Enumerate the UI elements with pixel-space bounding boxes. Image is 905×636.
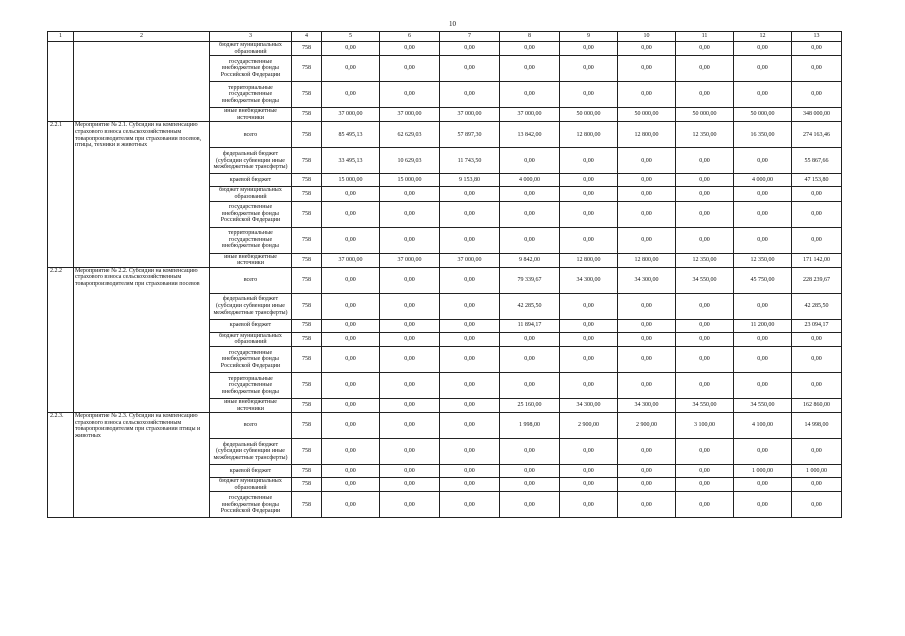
- amount-cell: 0,00: [676, 56, 734, 82]
- amount-cell: 0,00: [676, 332, 734, 346]
- amount-cell: 0,00: [618, 174, 676, 187]
- amount-cell: 0,00: [322, 56, 380, 82]
- amount-cell: 0,00: [440, 439, 500, 465]
- amount-cell: 1 998,00: [500, 413, 560, 439]
- amount-cell: 0,00: [322, 439, 380, 465]
- amount-cell: 0,00: [560, 465, 618, 478]
- funding-source: территориальные государственные внебюджетные фонды: [210, 227, 292, 253]
- amount-cell: 37 000,00: [500, 108, 560, 122]
- amount-cell: 0,00: [792, 227, 842, 253]
- amount-cell: 0,00: [380, 439, 440, 465]
- amount-cell: 0,00: [734, 478, 792, 492]
- amount-cell: 0,00: [440, 372, 500, 398]
- funding-source: территориальные государственные внебюджетные фонды: [210, 82, 292, 108]
- column-number: 12: [734, 32, 792, 42]
- amount-cell: 0,00: [676, 319, 734, 332]
- amount-cell: 0,00: [500, 227, 560, 253]
- amount-cell: 0,00: [676, 82, 734, 108]
- funding-source: краевой бюджет: [210, 174, 292, 187]
- amount-cell: 12 350,00: [676, 122, 734, 148]
- funding-source: федеральный бюджет (субсидии субвенции иные межбюджетные трансферты): [210, 293, 292, 319]
- amount-cell: 0,00: [322, 42, 380, 56]
- amount-cell: 0,00: [500, 439, 560, 465]
- amount-cell: 0,00: [734, 201, 792, 227]
- amount-cell: 0,00: [440, 346, 500, 372]
- amount-cell: 11 743,50: [440, 148, 500, 174]
- amount-cell: 0,00: [322, 413, 380, 439]
- column-number: 5: [322, 32, 380, 42]
- amount-cell: 12 800,00: [618, 122, 676, 148]
- amount-cell: 50 000,00: [734, 108, 792, 122]
- amount-cell: 0,00: [560, 82, 618, 108]
- amount-cell: 0,00: [676, 465, 734, 478]
- amount-cell: 0,00: [440, 187, 500, 201]
- amount-cell: 11 200,00: [734, 319, 792, 332]
- amount-cell: 0,00: [440, 267, 500, 293]
- amount-cell: 0,00: [560, 319, 618, 332]
- funding-source: иные внебюджетные источники: [210, 108, 292, 122]
- amount-cell: 348 000,00: [792, 108, 842, 122]
- amount-cell: 0,00: [618, 293, 676, 319]
- budget-code: 758: [292, 108, 322, 122]
- funding-source: федеральный бюджет (субсидии субвенции иные межбюджетные трансферты): [210, 148, 292, 174]
- amount-cell: 37 000,00: [322, 253, 380, 267]
- measure-title: [74, 42, 210, 122]
- amount-cell: 0,00: [322, 187, 380, 201]
- measure-number: 2.2.1: [48, 122, 74, 267]
- measure-number: 2.2.3.: [48, 413, 74, 518]
- budget-code: 758: [292, 174, 322, 187]
- budget-code: 758: [292, 492, 322, 518]
- funding-source: бюджет муниципальных образований: [210, 332, 292, 346]
- amount-cell: 0,00: [618, 42, 676, 56]
- funding-source: государственные внебюджетные фонды Российской Федерации: [210, 56, 292, 82]
- amount-cell: 55 867,66: [792, 148, 842, 174]
- column-number: 2: [74, 32, 210, 42]
- amount-cell: 0,00: [676, 174, 734, 187]
- amount-cell: 0,00: [380, 201, 440, 227]
- amount-cell: 0,00: [618, 332, 676, 346]
- amount-cell: 0,00: [380, 332, 440, 346]
- amount-cell: 50 000,00: [618, 108, 676, 122]
- amount-cell: 0,00: [618, 82, 676, 108]
- amount-cell: 0,00: [560, 42, 618, 56]
- amount-cell: 0,00: [792, 492, 842, 518]
- amount-cell: 0,00: [734, 293, 792, 319]
- amount-cell: 16 350,00: [734, 122, 792, 148]
- amount-cell: 0,00: [676, 201, 734, 227]
- budget-code: 758: [292, 332, 322, 346]
- budget-code: 758: [292, 398, 322, 412]
- funding-source: иные внебюджетные источники: [210, 253, 292, 267]
- funding-source: всего: [210, 267, 292, 293]
- budget-code: 758: [292, 42, 322, 56]
- amount-cell: 2 900,00: [618, 413, 676, 439]
- column-number: 4: [292, 32, 322, 42]
- amount-cell: 37 000,00: [380, 253, 440, 267]
- amount-cell: 0,00: [560, 174, 618, 187]
- amount-cell: 0,00: [792, 478, 842, 492]
- amount-cell: 9 842,00: [500, 253, 560, 267]
- budget-code: 758: [292, 56, 322, 82]
- budget-code: 758: [292, 187, 322, 201]
- amount-cell: 0,00: [380, 372, 440, 398]
- amount-cell: 0,00: [618, 478, 676, 492]
- amount-cell: 2 900,00: [560, 413, 618, 439]
- amount-cell: 0,00: [380, 42, 440, 56]
- amount-cell: 0,00: [380, 187, 440, 201]
- amount-cell: 0,00: [500, 187, 560, 201]
- amount-cell: 57 897,30: [440, 122, 500, 148]
- funding-source: иные внебюджетные источники: [210, 398, 292, 412]
- amount-cell: 0,00: [440, 319, 500, 332]
- amount-cell: 4 100,00: [734, 413, 792, 439]
- amount-cell: 0,00: [560, 346, 618, 372]
- budget-table: [47, 31, 842, 518]
- funding-source: краевой бюджет: [210, 465, 292, 478]
- column-number: 8: [500, 32, 560, 42]
- amount-cell: 12 800,00: [618, 253, 676, 267]
- amount-cell: 0,00: [676, 148, 734, 174]
- amount-cell: 12 800,00: [560, 122, 618, 148]
- amount-cell: 0,00: [618, 56, 676, 82]
- column-number: 11: [676, 32, 734, 42]
- amount-cell: 33 495,13: [322, 148, 380, 174]
- amount-cell: 0,00: [500, 465, 560, 478]
- amount-cell: 85 495,13: [322, 122, 380, 148]
- amount-cell: 0,00: [560, 227, 618, 253]
- amount-cell: 0,00: [618, 439, 676, 465]
- amount-cell: 0,00: [676, 42, 734, 56]
- amount-cell: 13 842,00: [500, 122, 560, 148]
- measure-title: Мероприятие № 2.2. Субсидии на компенсацию страхового взноса сельскохозяйственным товаропроизводителям при страховании посевов: [74, 267, 210, 412]
- amount-cell: 0,00: [380, 346, 440, 372]
- amount-cell: 0,00: [440, 413, 500, 439]
- amount-cell: 0,00: [380, 319, 440, 332]
- column-number: 9: [560, 32, 618, 42]
- amount-cell: 0,00: [618, 346, 676, 372]
- amount-cell: 42 285,50: [792, 293, 842, 319]
- amount-cell: 37 000,00: [380, 108, 440, 122]
- amount-cell: 0,00: [560, 148, 618, 174]
- amount-cell: 0,00: [440, 492, 500, 518]
- amount-cell: 0,00: [676, 492, 734, 518]
- amount-cell: 0,00: [734, 492, 792, 518]
- amount-cell: 34 550,00: [676, 267, 734, 293]
- amount-cell: 0,00: [380, 492, 440, 518]
- amount-cell: 11 894,17: [500, 319, 560, 332]
- budget-code: 758: [292, 293, 322, 319]
- amount-cell: 0,00: [676, 187, 734, 201]
- column-number: 7: [440, 32, 500, 42]
- amount-cell: 0,00: [734, 332, 792, 346]
- amount-cell: 0,00: [440, 201, 500, 227]
- amount-cell: 0,00: [792, 346, 842, 372]
- amount-cell: 0,00: [500, 346, 560, 372]
- amount-cell: 0,00: [734, 372, 792, 398]
- amount-cell: 0,00: [380, 413, 440, 439]
- budget-code: 758: [292, 319, 322, 332]
- amount-cell: 0,00: [500, 478, 560, 492]
- amount-cell: 34 300,00: [560, 398, 618, 412]
- amount-cell: 34 300,00: [618, 267, 676, 293]
- budget-code: 758: [292, 372, 322, 398]
- amount-cell: 0,00: [734, 346, 792, 372]
- amount-cell: 12 350,00: [734, 253, 792, 267]
- column-number-row: [48, 32, 842, 42]
- amount-cell: 0,00: [322, 398, 380, 412]
- amount-cell: 0,00: [618, 227, 676, 253]
- funding-source: всего: [210, 122, 292, 148]
- amount-cell: 0,00: [560, 201, 618, 227]
- funding-source: бюджет муниципальных образований: [210, 187, 292, 201]
- amount-cell: 0,00: [500, 332, 560, 346]
- amount-cell: 0,00: [618, 492, 676, 518]
- funding-source: краевой бюджет: [210, 319, 292, 332]
- amount-cell: 0,00: [440, 332, 500, 346]
- column-number: 10: [618, 32, 676, 42]
- funding-source: территориальные государственные внебюджетные фонды: [210, 372, 292, 398]
- amount-cell: 37 000,00: [440, 253, 500, 267]
- amount-cell: 0,00: [792, 201, 842, 227]
- amount-cell: 1 000,00: [792, 465, 842, 478]
- amount-cell: 0,00: [560, 372, 618, 398]
- amount-cell: 4 000,00: [734, 174, 792, 187]
- table-row: [48, 42, 842, 56]
- amount-cell: 50 000,00: [676, 108, 734, 122]
- amount-cell: 0,00: [792, 42, 842, 56]
- measure-number: 2.2.2: [48, 267, 74, 412]
- amount-cell: 0,00: [734, 56, 792, 82]
- amount-cell: 25 160,00: [500, 398, 560, 412]
- amount-cell: 0,00: [676, 478, 734, 492]
- amount-cell: 0,00: [440, 465, 500, 478]
- amount-cell: 50 000,00: [560, 108, 618, 122]
- table-body: [48, 32, 842, 518]
- budget-code: 758: [292, 201, 322, 227]
- amount-cell: 1 000,00: [734, 465, 792, 478]
- amount-cell: 0,00: [440, 478, 500, 492]
- amount-cell: 162 860,00: [792, 398, 842, 412]
- amount-cell: 0,00: [734, 42, 792, 56]
- funding-source: бюджет муниципальных образований: [210, 42, 292, 56]
- amount-cell: 0,00: [734, 148, 792, 174]
- amount-cell: 171 142,00: [792, 253, 842, 267]
- column-number: 3: [210, 32, 292, 42]
- amount-cell: 0,00: [500, 492, 560, 518]
- budget-code: 758: [292, 478, 322, 492]
- amount-cell: 42 285,50: [500, 293, 560, 319]
- amount-cell: 0,00: [560, 187, 618, 201]
- amount-cell: 0,00: [618, 201, 676, 227]
- amount-cell: 0,00: [440, 42, 500, 56]
- amount-cell: 62 629,03: [380, 122, 440, 148]
- amount-cell: 0,00: [380, 465, 440, 478]
- amount-cell: 0,00: [500, 42, 560, 56]
- budget-code: 758: [292, 346, 322, 372]
- amount-cell: 0,00: [500, 372, 560, 398]
- amount-cell: 0,00: [500, 56, 560, 82]
- amount-cell: 0,00: [676, 227, 734, 253]
- amount-cell: 0,00: [322, 267, 380, 293]
- amount-cell: 0,00: [380, 267, 440, 293]
- amount-cell: 0,00: [734, 82, 792, 108]
- amount-cell: 45 750,00: [734, 267, 792, 293]
- amount-cell: 0,00: [618, 465, 676, 478]
- column-number: 1: [48, 32, 74, 42]
- amount-cell: 0,00: [440, 398, 500, 412]
- amount-cell: 37 000,00: [322, 108, 380, 122]
- amount-cell: 0,00: [380, 398, 440, 412]
- amount-cell: 0,00: [380, 82, 440, 108]
- amount-cell: 0,00: [380, 227, 440, 253]
- amount-cell: 0,00: [500, 201, 560, 227]
- budget-code: 758: [292, 465, 322, 478]
- amount-cell: 0,00: [322, 201, 380, 227]
- amount-cell: 0,00: [322, 319, 380, 332]
- amount-cell: 0,00: [322, 346, 380, 372]
- budget-code: 758: [292, 82, 322, 108]
- amount-cell: 10 629,03: [380, 148, 440, 174]
- budget-code: 758: [292, 413, 322, 439]
- amount-cell: 12 350,00: [676, 253, 734, 267]
- amount-cell: 34 550,00: [734, 398, 792, 412]
- amount-cell: 0,00: [560, 293, 618, 319]
- amount-cell: 0,00: [734, 439, 792, 465]
- amount-cell: 0,00: [792, 332, 842, 346]
- funding-source: государственные внебюджетные фонды Российской Федерации: [210, 492, 292, 518]
- table-row: [48, 122, 842, 148]
- amount-cell: 0,00: [560, 439, 618, 465]
- amount-cell: 0,00: [380, 478, 440, 492]
- amount-cell: 0,00: [322, 465, 380, 478]
- amount-cell: 0,00: [618, 148, 676, 174]
- amount-cell: 0,00: [734, 187, 792, 201]
- measure-number: [48, 42, 74, 122]
- amount-cell: 0,00: [322, 227, 380, 253]
- funding-source: государственные внебюджетные фонды Российской Федерации: [210, 346, 292, 372]
- amount-cell: 0,00: [792, 82, 842, 108]
- amount-cell: 0,00: [560, 478, 618, 492]
- amount-cell: 34 300,00: [618, 398, 676, 412]
- table-row: [48, 413, 842, 439]
- amount-cell: 0,00: [322, 82, 380, 108]
- funding-source: федеральный бюджет (субсидии субвенции иные межбюджетные трансферты): [210, 439, 292, 465]
- measure-title: Мероприятие № 2.3. Субсидии на компенсацию страхового взноса сельскохозяйственным товаропроизводителям при страховании птицы и животных: [74, 413, 210, 518]
- amount-cell: 0,00: [380, 56, 440, 82]
- amount-cell: 0,00: [676, 346, 734, 372]
- amount-cell: 0,00: [322, 293, 380, 319]
- amount-cell: 274 163,46: [792, 122, 842, 148]
- amount-cell: 34 550,00: [676, 398, 734, 412]
- amount-cell: 3 100,00: [676, 413, 734, 439]
- amount-cell: 0,00: [440, 293, 500, 319]
- amount-cell: 0,00: [500, 82, 560, 108]
- amount-cell: 0,00: [440, 227, 500, 253]
- amount-cell: 0,00: [792, 439, 842, 465]
- amount-cell: 0,00: [792, 372, 842, 398]
- column-number: 6: [380, 32, 440, 42]
- amount-cell: 0,00: [322, 372, 380, 398]
- amount-cell: 79 339,67: [500, 267, 560, 293]
- amount-cell: 228 239,67: [792, 267, 842, 293]
- amount-cell: 15 000,00: [380, 174, 440, 187]
- amount-cell: 0,00: [322, 492, 380, 518]
- amount-cell: 34 300,00: [560, 267, 618, 293]
- amount-cell: 0,00: [560, 56, 618, 82]
- amount-cell: 0,00: [792, 187, 842, 201]
- amount-cell: 0,00: [380, 293, 440, 319]
- amount-cell: 0,00: [676, 293, 734, 319]
- amount-cell: 47 153,80: [792, 174, 842, 187]
- budget-code: 758: [292, 267, 322, 293]
- amount-cell: 12 800,00: [560, 253, 618, 267]
- amount-cell: 0,00: [560, 332, 618, 346]
- amount-cell: 15 000,00: [322, 174, 380, 187]
- amount-cell: 0,00: [618, 319, 676, 332]
- budget-code: 758: [292, 148, 322, 174]
- amount-cell: 0,00: [676, 439, 734, 465]
- amount-cell: 0,00: [618, 372, 676, 398]
- table-row: [48, 267, 842, 293]
- budget-code: 758: [292, 227, 322, 253]
- funding-source: всего: [210, 413, 292, 439]
- amount-cell: 0,00: [322, 478, 380, 492]
- amount-cell: 0,00: [500, 148, 560, 174]
- page-number: 10: [449, 20, 456, 28]
- measure-title: Мероприятие № 2.1. Субсидии на компенсацию страхового взноса сельскохозяйственным товаропроизводителям при страховании посевов, птицы, техники и животных: [74, 122, 210, 267]
- amount-cell: 0,00: [676, 372, 734, 398]
- amount-cell: 0,00: [792, 56, 842, 82]
- amount-cell: 37 000,00: [440, 108, 500, 122]
- amount-cell: 14 998,00: [792, 413, 842, 439]
- funding-source: государственные внебюджетные фонды Российской Федерации: [210, 201, 292, 227]
- amount-cell: 23 094,17: [792, 319, 842, 332]
- amount-cell: 0,00: [560, 492, 618, 518]
- amount-cell: 0,00: [322, 332, 380, 346]
- amount-cell: 9 153,80: [440, 174, 500, 187]
- budget-code: 758: [292, 439, 322, 465]
- amount-cell: 0,00: [440, 56, 500, 82]
- column-number: 13: [792, 32, 842, 42]
- amount-cell: 0,00: [618, 187, 676, 201]
- amount-cell: 0,00: [440, 82, 500, 108]
- budget-code: 758: [292, 253, 322, 267]
- budget-code: 758: [292, 122, 322, 148]
- amount-cell: 4 000,00: [500, 174, 560, 187]
- funding-source: бюджет муниципальных образований: [210, 478, 292, 492]
- amount-cell: 0,00: [734, 227, 792, 253]
